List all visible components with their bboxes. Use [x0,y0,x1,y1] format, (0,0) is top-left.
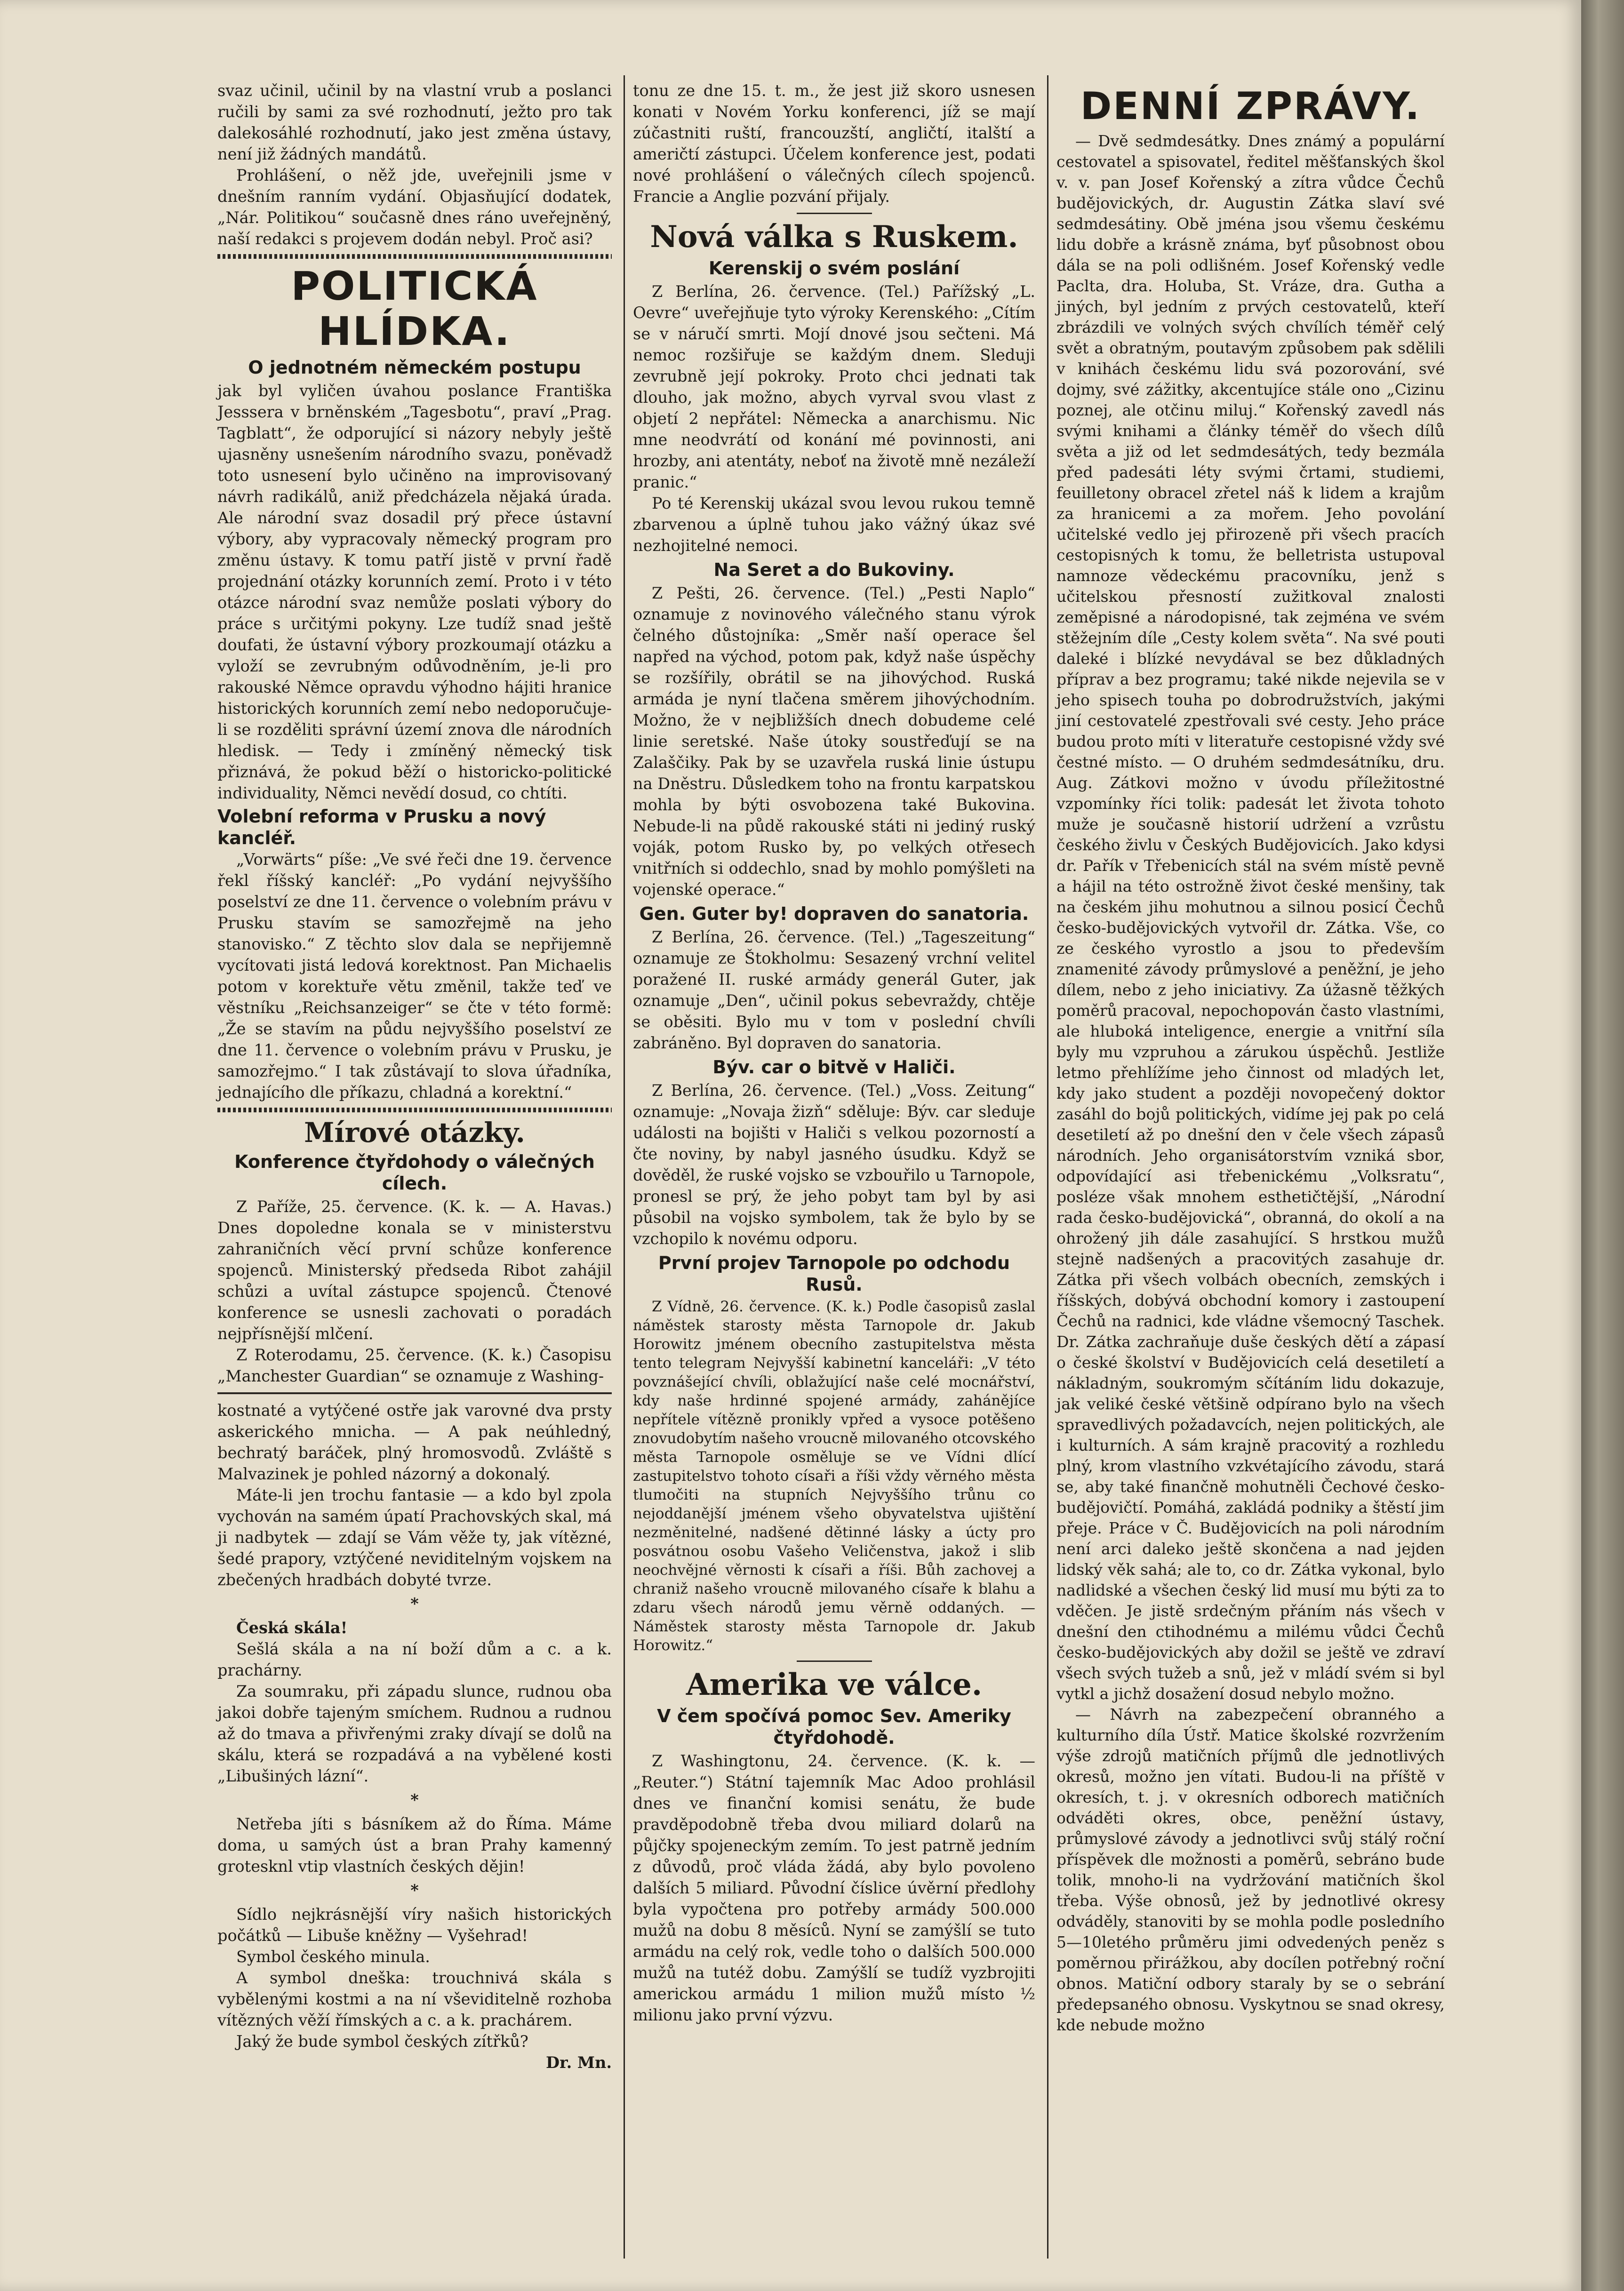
headline-kerenskij: Kerenskij o svém poslání [708,258,960,279]
article-jednotny-postup: jak byl vyličen úvahou poslance Františka Jesssera v brněnském „Tagesbotu“, praví „Prag. Tagblatt“, že odporující si názory nebyly ještě ujasněny usnešením národního svazu, poněvadž toto usnesení bylo učiněno na improvisovaný návrh radikálů, aniž předcházela nějaká úrada. Ale národní svaz dosadil prý přece ústavní výbory, aby vypracovaly německý program pro změnu ústavy. K tomu patří jistě v první řadě projednání otázky korunních zemí. Proto i v této otázce národní svaz nemůže poslati výbory do práce s určitými pokyny. Lze tudíž snad ještě doufati, že ústavní výbory prozkoumají otázku a vyloží se zevrubným odůvodněním, je-li pro rakouské Němce opravdu výhodno hájiti hranice historických korunních zemí nebo nedoporučuje-li se rozděliti správní území znova dle národních hledisk. — Tedy i zmíněný německý tisk přiznává, že pokud běží o historicko-politické individuality, Němci nevědí dosud, co chtíti. [217,382,612,802]
article-kerenskij-2: Po té Kerenskij ukázal svou levou rukou temně zbarvenou a úplně tuhou jako vážný úkaz své nezhojitelné nemoci. [633,494,1035,555]
author-signature: Dr. Mn. [545,2053,612,2072]
asterisk-separator: * [410,1595,419,1613]
feuilleton-paragraph: Máte-li jen trochu fantasie — a kdo byl zpola vychován na samém úpatí Prachovských skal, má ji nadbytek — zdají se Vám věže ty, jak vítězné, šedé prapory, vztýčené neviditelným vojskem na zbečených hradbách dobyté tvrze. [217,1486,612,1589]
article-kerenskij: Z Berlína, 26. července. (Tel.) Pařížský „L. Oevre“ uveřejňuje tyto výroky Kerenského: „Cítím se v náručí smrti. Mojí dnové jsou sečteni. Má nemoc rozšiřuje se každým dnem. Sleduji zevrubně její pokroky. Proto chci jednati tak dlouho, jak možno, abych vyrval svou vlast z objetí 2 nepřátel: Německa a anarchismu. Nic mne neodvrátí od konání mé povinnosti, ani hrozby, ani atentáty, neboť na životě mně nezáleží pranic.“ [633,282,1035,491]
asterisk-separator: * [410,1881,419,1900]
page-edge-shadow [1581,0,1624,2291]
headline-nova-valka: Nová válka s Ruskem. [650,219,1018,255]
article-volebni-reforma: „Vorwärts“ píše: „Ve své řeči dne 19. července řekl říšský kancléř: „Po vydání nejvyššího poselství ze dne 11. července o volebním právu v Prusku stavím se samozřejmě na jeho stanovisko.“ Z těchto slov dala se nepřijemně vycítovati jistá ledová korektnost. Pan Michaelis potom v korektuře větu změnil, takže teď ve věstníku „Reichsanzeiger“ se čte v této formě: „Že se stavím na půdu nejvyššího poselství ze dne 11. července o volebním právu v Prusku, je samozřejmo.“ I tak zůstávají to slova úřadníka, jednajícího dle příkazu, chladná a korektní.“ [217,850,612,1102]
asterisk-separator: * [410,1791,419,1809]
headline-konference: Konference čtyřdohody o válečných cílech. [234,1151,595,1194]
dotted-separator [217,1108,612,1112]
intro-paragraph: svaz učinil, učinil by na vlastní vrub a poslanci ručili by sami za své rozhodnutí, ježto pro tak dalekosáhlé rozhodnutí, jako jest změna ústavy, není již žádných mandátů. [217,81,612,163]
article-navrh-matice: — Návrh na zabezpečení obranného a kulturního díla Ústř. Matice školské rozvržením výše zdrojů matičních příjmů dle jednotlivých okresů, možno jen vítati. Budou-li na příště v okresích, t. j. v okresních odborech matičních odváděti okres, obce, peněžní ústavy, průmyslové závody a jednotlivci svůj stálý roční příspěvek dle možnosti a poměrů, sebráno bude tolik, mnoho-li na vydržování matičních škol třeba. Výše obnosů, jež by jednotlivé okresy odváděly, stanoviti by se mohla podle posledního 5—10letého průměru jimi odvedených peněz s poměrnou přirážkou, aby docílen potřebný roční obnos. Matiční odbory staraly by se o sebrání předepsaného obnosu. Vyskytnou se snad okresy, kde nebude možno [1056,1705,1445,2034]
column-3 [1056,80,1445,2036]
section-title-denni-zpravy: DENNÍ ZPRÁVY. [1080,84,1421,128]
article-pariz: Z Paříže, 25. července. (K. k. — A. Havas.) Dnes dopoledne konala se v ministerstvu zahraničních věcí první schůze konference spojenců. Ministerský předseda Ribot zahájil schůzi a uvítal zástupce spojenců. Čtenové konference se usnesli zachovati o poradách nejpřísnější mlčení. [217,1197,612,1343]
headline-seret: Na Seret a do Bukoviny. [713,559,955,580]
intro-paragraph: tonu ze dne 15. t. m., že jest již skoro usnesen konati v Novém Yorku konferenci, jíž se mají zúčastniti ruští, francouzští, angličtí, italští a američtí zástupci. Účelem konference jest, podati nové prohlášení o válečných cílech spojenců. Francie a Anglie pozvání přijaly. [633,81,1035,206]
feuilleton-rule [217,1392,612,1394]
feuilleton-paragraph: A symbol dneška: trouchnivá skála s vybělenými kostmi a na ní vševiditelně rozhoba vítězných věží římských a c. a k. prachárem. [217,1969,612,2029]
short-rule [797,213,872,214]
feuilleton-paragraph: Jaký že bude symbol českých zítřků? [236,2032,528,2051]
column-divider-left [624,75,625,2259]
column-divider-right [1047,75,1048,2259]
feuilleton-paragraph: Česká skála! [236,1619,348,1637]
article-guter: Z Berlína, 26. července. (Tel.) „Tageszeitung“ oznamuje ze Štokholmu: Sesazený vrchní velitel poražené II. ruské armády generál Guter, jak oznamuje „Den“, učinil pokus sebevraždy, chtěje se oběsiti. Bylo mu v tom v poslední chvíli zabráněno. Byl dopraven do sanatoria. [633,928,1035,1052]
column-1 [217,80,612,2073]
article-seret: Z Pešti, 26. července. (Tel.) „Pesti Naplo“ oznamuje z novinového válečného stanu výrok čelného důstojníka: „Směr naší operace šel napřed na východ, potom pak, když naše úspěchy se rozšířily, obrátil se na jihovýchod. Ruská armáda je nyní tlačena směrem jihovýchodním. Možno, že v nejbližších dnech dobudeme celé linie seretské. Naše útoky soustřeďují se na Zalaščiky. Pak by se uzavřela ruská linie ústupu na Dněstru. Důsledkem toho na frontu karpatskou mohla by býti osvobozena také Bukovina. Nebude-li na půdě rakouské státi ni jediný ruský voják, potom Rusko by, po velkých otřesech vnitřních si oddechlo, snad by mohlo pomýšleti na vojenské operace.“ [633,584,1035,899]
article-tarnopol: Z Vídně, 26. července. (K. k.) Podle časopisů zaslal náměstek starosty města Tarnopole dr. Jakub Horowitz jménem obecního zastupitelstva města tento telegram Nejvyšší kabinetní kanceláři: „V této povznášející chvíli, oblažující naše celé mocnářství, kdy naše hrdinné spojené armády, zahánějíce nepřítele vítězně pronikly vpřed a vysoce potěšeno znovudobytím našeho vroucně milovaného otcovského města Tarnopole osměluje se ve Vídni dlící zastupitelstvo tohoto císaři a říši vždy věrného města tlumočiti na stupních Nejvyššího trůnu co nejoddanější jménem všeho obyvatelstva ujištění nezměnitelné, nadšené dětinné lásky a úcty pro posvátnou osobu Vašeho Veličenstva, jakož i slib neochvějné věrnosti k císaři a říši. Bůh zachovej a chraniž našeho vroucně milovaného císaře k blahu a zdaru všech národů jemu věrně oddaných. — Náměstek starosty města Tarnopole dr. Jakub Horowitz.“ [633,1298,1035,1654]
feuilleton-paragraph: Sešlá skála a na ní boží dům a c. a k. prachárny. [217,1640,612,1679]
column-2 [633,80,1035,2026]
headline-car: Býv. car o bitvě v Haliči. [712,1057,956,1078]
section-title-politicka-hlidka: POLITICKÁ HLÍDKA. [291,263,538,354]
headline-jednotny-postup: O jednotném německém postupu [248,357,581,378]
headline-guter: Gen. Guter by! dopraven do sanatoria. [639,903,1029,924]
feuilleton-paragraph: Symbol českého minula. [236,1948,430,1966]
article-car: Z Berlína, 26. července. (Tel.) „Voss. Zeitung“ oznamuje: „Novaja žizň“ sděluje: Býv. car sleduje události na bojišti v Haliči s velkou pozorností a čte noviny, by nabyl jasného úsudku. Když se dověděl, že ruské vojsko se vzbouřilo u Tarnopole, pronesl se prý, že jeho pobyt tam byl by asi působil na vojsko symbolem, tak že bylo by se vzchopilo k novému odporu. [633,1081,1035,1248]
dotted-separator [217,254,612,259]
short-rule [797,1660,872,1662]
article-amerika: Z Washingtonu, 24. července. (K. k. — „Reuter.“) Státní tajemník Mac Adoo prohlásil dnes ve finanční komisi senátu, že bude pravděpodobně třeba dvou miliard dolarů na půjčky spojeneckým zemím. To jest patrně jedním z důvodů, proč vláda žádá, aby bylo povoleno dalších 5 miliard. Původní číslice úvěrní předlohy byla vypočtena pro potřeby armády 500.000 mužů na dobu 8 měsíců. Nyní se zamýšlí se tuto armádu na celý rok, vedle toho o dalších 500.000 mužů na tutéž dobu. Zamýšlí se tudíž vyzbrojiti americkou armádu 1 milion mužů místo ½ milionu jako první výzvu. [633,1752,1035,2024]
feuilleton-paragraph: kostnaté a vytýčené ostře jak varovné dva prsty askerického mnicha. — A pak neúhledný, bechratý baráček, plný hromosvodů. Zvláště s Malvazinek je pohled názorný a dokonalý. [217,1401,612,1483]
article-sedmdesatky: — Dvě sedmdesátky. Dnes známý a populární cestovatel a spisovatel, ředitel měšťanských škol v. v. pan Josef Kořenský a zítra vůdce Čechů budějovických, dr. Augustin Zátka slaví své sedmdesátiny. Obě jména jsou všemu českému lidu dobře a krásně známa, byť působnost obou dála se na poli odlišném. Josef Kořenský vedle Paclta, dra. Holuba, St. Vráze, dra. Gutha a jiných, byl jedním z prvých cestovatelů, kteří zbrázdili ve volných svých chvílích téměř celý svět a obratným, poutavým způsobem pak sdělili v knihách českému lidu svá pozorování, své dojmy, své zážitky, akcentujíce stále ono „Cizinu poznej, ale otčinu miluj.“ Kořenský zavedl nás svými knihami a články téměř do všech dílů světa a již od let sedmdesátých, tedy bezmála před padesáti léty svými črtami, studiemi, feuilletony obracel zřetel náš k lidem a krajům za hranicemi a za mořem. Jeho povolání učitelské vedlo jej přirozeně při všech pracích cestopisných k tomu, že belletrista ustupoval namnoze vědeckému pracovníku, jenž s učitelskou přesností zužitkoval znalosti zeměpisné a národopisné, tak zejména ve svém stěžejním díle „Cesty kolem světa“. Na své pouti daleké i blízké nevydával se bez důkladných příprav a bez programu; také nikde nejevila se v jeho spisech touha po dobrodružstvích, jakými jiní cestovatelé zpestřovali své cesty. Jeho práce budou proto míti v literatuře cestopisné vždy své čestné místo. — O druhém sedmdesátníku, dru. Aug. Zátkovi možno v úvodu příležitostné vzpomínky říci tolik: padesát let života tohoto muže je současně historií udržení a vzrůstu českého živlu v Českých Budějovicích. Jako kdysi dr. Pařík v Třebenicích stál na svém místě pevně a hájil na této ostrožně život české menšiny, tak na českém jihu mohutnou a silnou posicí Čechů česko-budějovických vytvořil dr. Zátka. Vše, co ze českého vyrostlo a jsou to především znamenité závody průmyslové a peněžní, je jeho dílem, nebo z jeho iniciativy. Za úžasně těžkých poměrů pracoval, nepochopován často vlastními, ale hluboká inteligence, energie a vnitřní síla byly mu vzpruhou a zárukou úspěchů. Jestliže letmo přehlížíme jeho činnost od mladých let, kdy jako student a později novopečený doktor zasáhl do bojů politických, vidíme jej pak po celá desetiletí až po dnešní den v čele všech zápasů národních. Jeho organisátorstvím vzniká sbor, odpovídající asi třebenickému „Volksratu“, posléze však mnohem esthetičtější, „Národní rada česko-budějovická“, obranná, do okolí a na ohrožený jih dále zasahující. S hrstkou mužů stejně nadšených a pracovitých zasahuje dr. Zátka při všech volbách obecních, zemských i říšských, dobývá obchodní komory i zastoupení Čechů na radnici, kde vládne všemocný Taschek. Dr. Zátka zachraňuje duše českých dětí a zápasí o české školství v Budějovicích celá desetiletí a nákladným, soukromým sčítáním lidu dokazuje, jak veliké české většině odpírano bylo na všech spravedlivých požadavcích, nejen politických, ale i kulturních. A sám krajně pracovitý a rozhledu plný, krom vlastního vzkvétajícího závodu, stará se, aby také finančně mohutněli Čechové česko-budějovičtí. Pomáhá, zakládá podniky a štěstí jim přeje. Práce v Č. Budějovicích na poli národním není arci daleko ještě skončena a nad jejden lidský věk sahá; ale to, co dr. Zátka vykonal, bylo nadlidské a všechen český lid musí mu býti za to vděčen. Je jistě srdečným přáním nás všech v dnešní den ctihodnému a milému vůdci Čechů česko-budějovických aby dožil se ještě ve zdraví všech svých tužeb a snů, jež v mládí svém si byl vytkl a jichž dosažení dosud nebylo možno. [1056,132,1445,1703]
headline-pomoc-ameriky: V čem spočívá pomoc Sev. Ameriky čtyřdohodě. [657,1706,1011,1748]
intro-paragraph-2: Prohlášení, o něž jde, uveřejnili jsme v dnešním ranním vydání. Objasňující dodatek, „Nár. Politikou“ současně dnes ráno uveřejněný, naší redakci s projevem dodán nebyl. Proč asi? [217,166,612,248]
feuilleton-paragraph: Netřeba jíti s básníkem až do Říma. Máme doma, u samých úst a bran Prahy kamenný grotesknl vtip vlastních českých dějin! [217,1815,612,1876]
feuilleton-paragraph: Sídlo nejkrásnější víry našich historických počátků — Libuše kněžny — Vyšehrad! [217,1905,612,1945]
headline-amerika: Amerika ve válce. [686,1667,983,1702]
headline-volebni-reforma: Volební reforma v Prusku a nový kancléř. [217,806,546,848]
section-title-mirove-otazky: Mírové otázky. [304,1117,525,1149]
headline-tarnopol: První projev Tarnopole po odchodu Rusů. [658,1253,1010,1295]
article-rotterdam: Z Roterodamu, 25. července. (K. k.) Časopisu „Manchester Guardian“ se oznamuje z Washing- [217,1346,612,1385]
feuilleton-paragraph: Za soumraku, při západu slunce, rudnou oba jakoi dobře tajeným smíchem. Rudnou a rudnou až do tmava a přivřenými zraky dívají se dolů na skálu, která se rozpadává a na vybělené kosti „Libušiných lázní“. [217,1682,612,1785]
